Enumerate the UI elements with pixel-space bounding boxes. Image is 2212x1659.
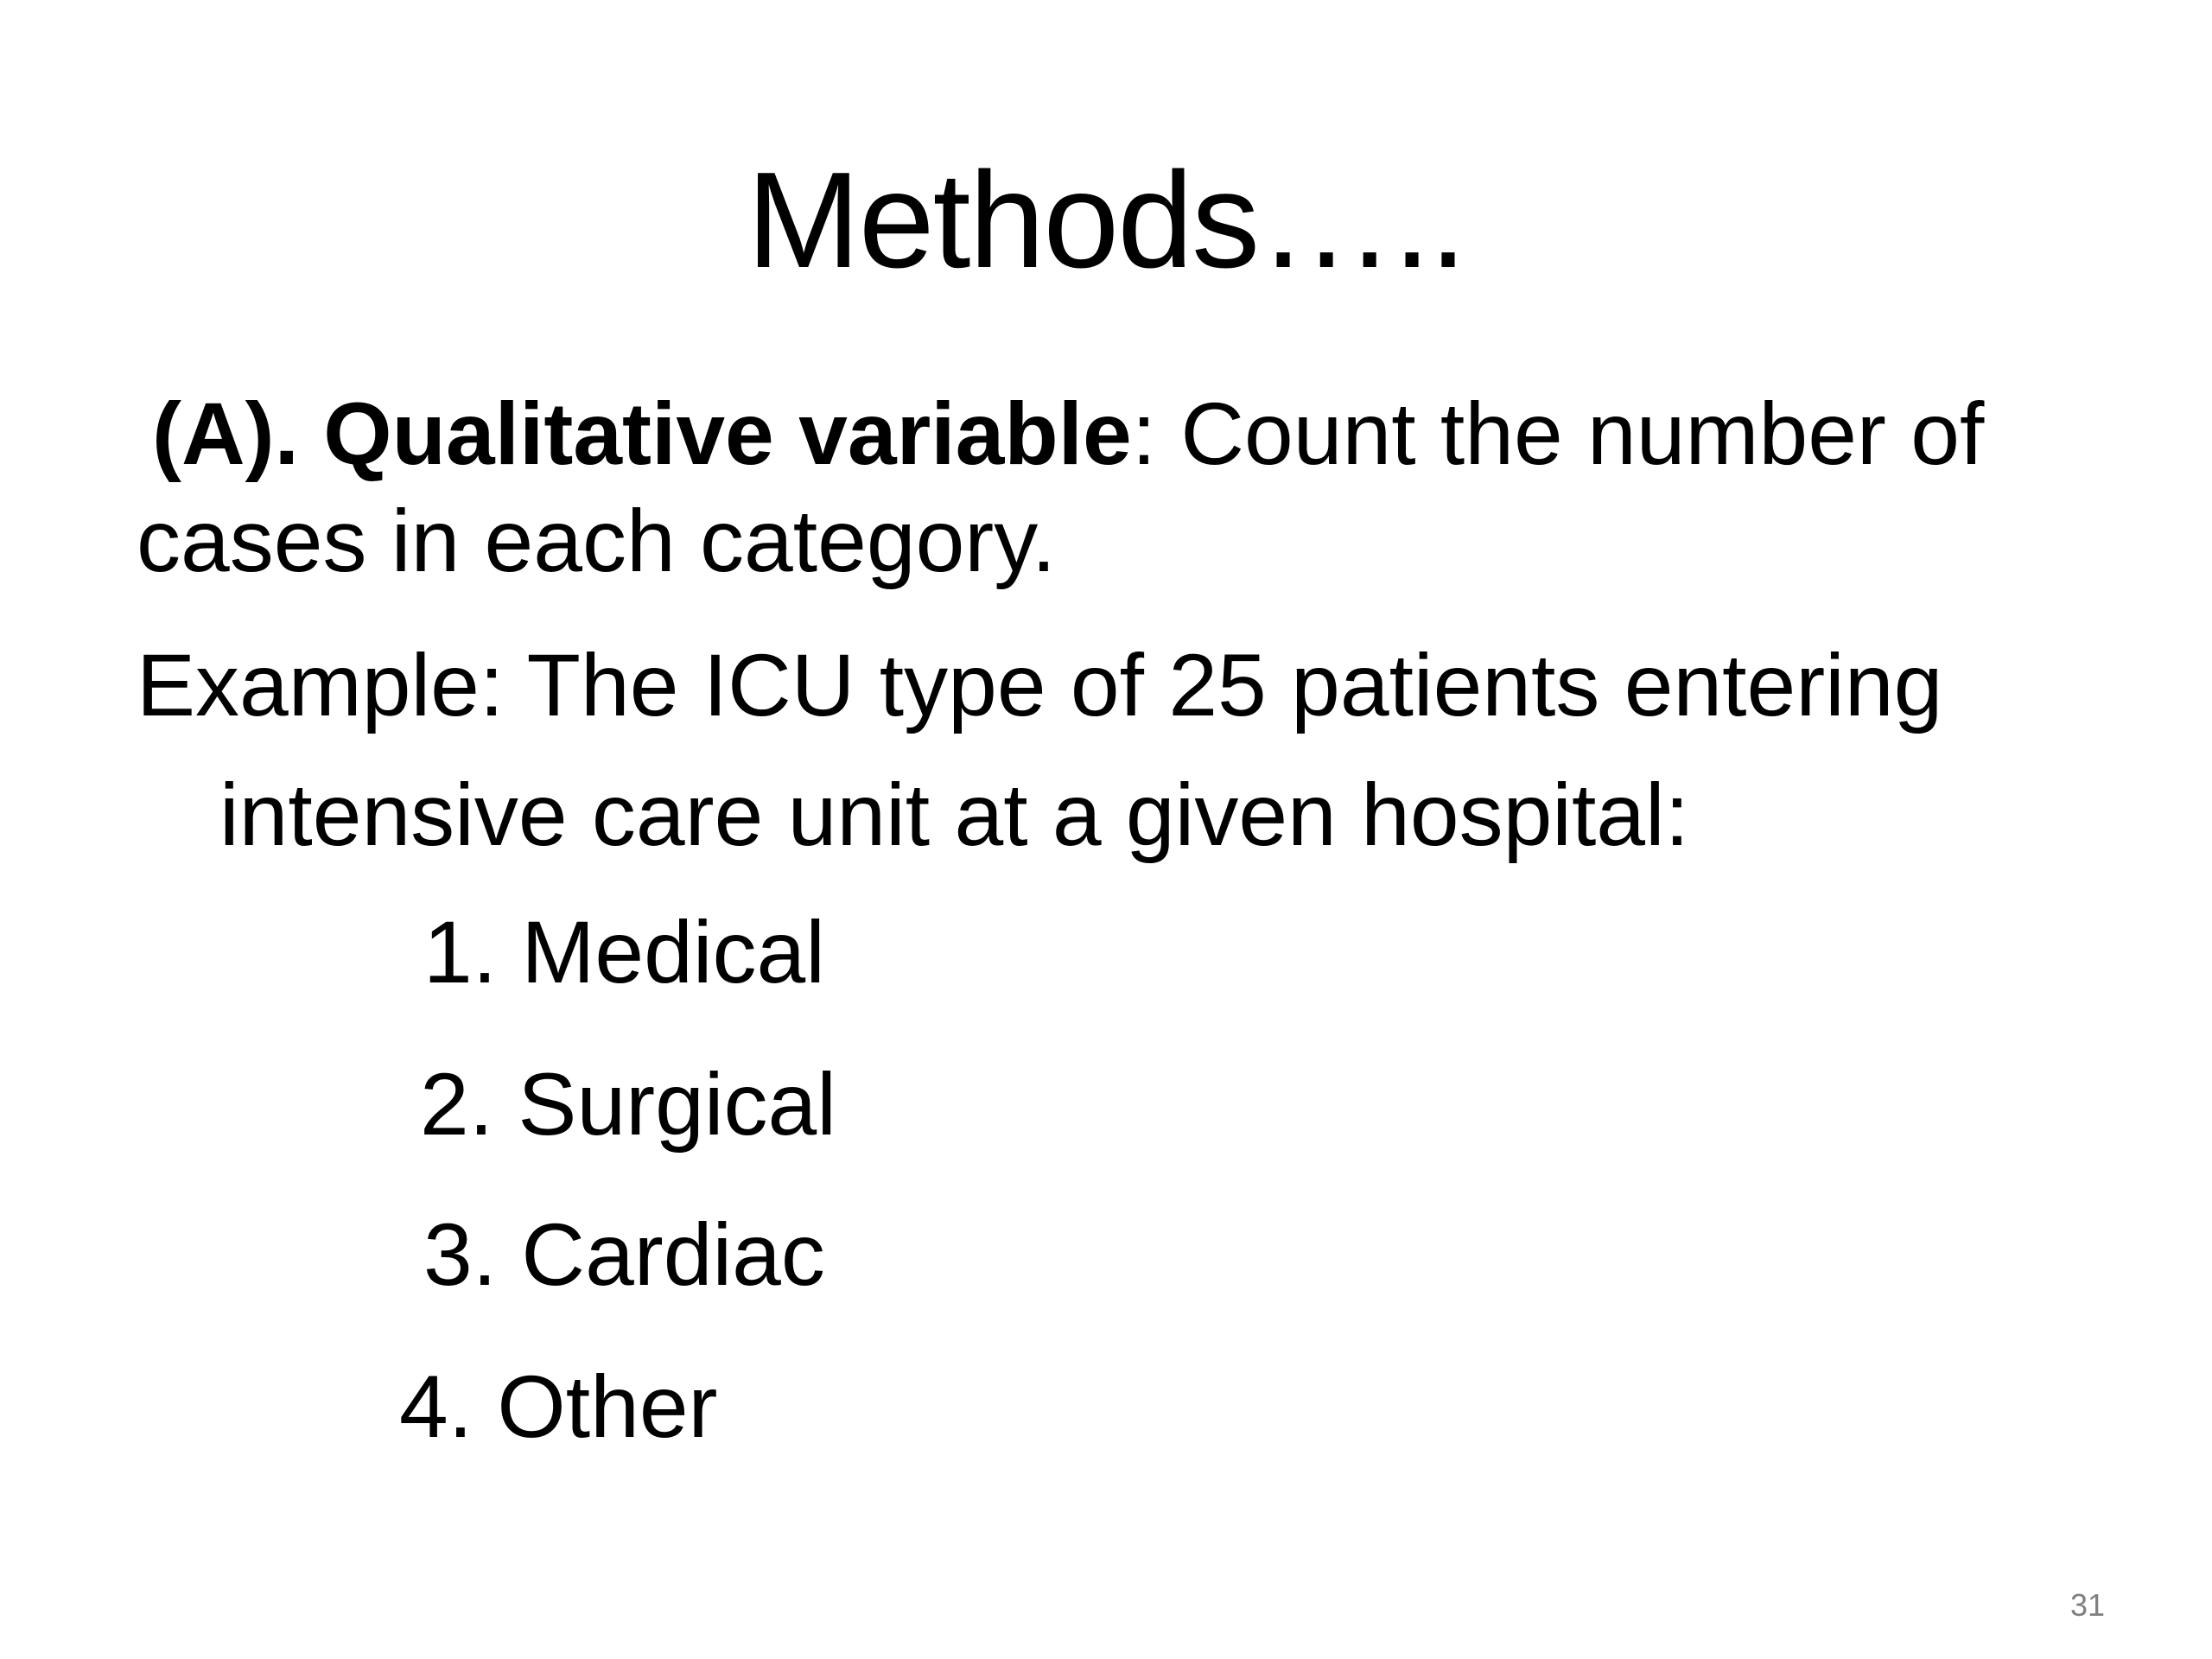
list-item-label: Medical xyxy=(521,903,825,1001)
list-item-label: Cardiac xyxy=(521,1205,825,1304)
list-item xyxy=(423,1201,825,1308)
paragraph-label: (A). xyxy=(152,385,299,483)
list-item-label: Other xyxy=(497,1357,718,1456)
list-item-number: 3. xyxy=(423,1205,498,1304)
list-item xyxy=(423,899,825,1006)
list-item-number: 1. xyxy=(423,903,498,1001)
example-line-2: intensive care unit at a given hospital: xyxy=(219,766,1690,864)
example-paragraph xyxy=(137,620,2124,880)
list-item-number: 4. xyxy=(399,1357,474,1456)
slide-body xyxy=(137,380,2124,880)
list-item-label: Surgical xyxy=(518,1055,836,1154)
list-item xyxy=(420,1051,836,1158)
list-item xyxy=(399,1353,718,1460)
list-item-number: 2. xyxy=(420,1055,494,1154)
paragraph-description: : Count the number of cases in each category. xyxy=(137,385,1985,590)
example-line-1: Example: The ICU type of 25 patients entering xyxy=(137,636,1943,734)
paragraph-term: Qualitative variable xyxy=(323,385,1132,483)
page-number: 31 xyxy=(2069,1587,2105,1623)
slide-title: Methods….. xyxy=(747,144,1465,296)
qualitative-variable-paragraph xyxy=(137,380,2124,594)
